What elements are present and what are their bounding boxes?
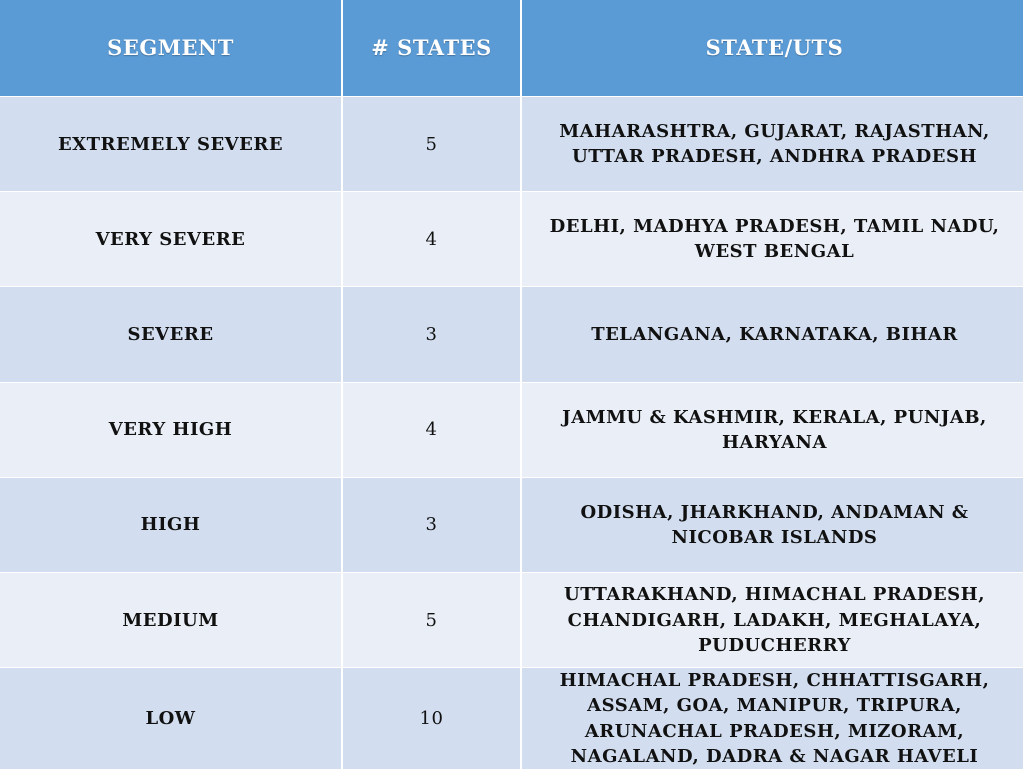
row-3-states: TELANGANA, KARNATAKA, BIHAR (522, 287, 1023, 381)
row-5-segment: HIGH (0, 478, 341, 572)
row-1-segment: EXTREMELY SEVERE (0, 97, 341, 191)
row-2-count: 4 (343, 192, 520, 286)
row-4-count: 4 (343, 383, 520, 477)
header-states: STATE/UTS (522, 0, 1023, 96)
row-6-states: UTTARAKHAND, HIMACHAL PRADESH, CHANDIGARH, LADAKH, MEGHALAYA, PUDUCHERRY (522, 573, 1023, 667)
row-3-count: 3 (343, 287, 520, 381)
header-segment: SEGMENT (0, 0, 341, 96)
row-7-count: 10 (343, 668, 520, 769)
row-5-states: ODISHA, JHARKHAND, ANDAMAN & NICOBAR ISLANDS (522, 478, 1023, 572)
row-4-states: JAMMU & KASHMIR, KERALA, PUNJAB, HARYANA (522, 383, 1023, 477)
row-1-count: 5 (343, 97, 520, 191)
row-1-states: MAHARASHTRA, GUJARAT, RAJASTHAN, UTTAR PRADESH, ANDHRA PRADESH (522, 97, 1023, 191)
row-6-segment: MEDIUM (0, 573, 341, 667)
row-7-states: HIMACHAL PRADESH, CHHATTISGARH, ASSAM, GOA, MANIPUR, TRIPURA, ARUNACHAL PRADESH, MIZORAM, NAGALAND, DADRA & NAGAR HAVELI (522, 668, 1023, 769)
row-7-segment: LOW (0, 668, 341, 769)
row-2-states: DELHI, MADHYA PRADESH, TAMIL NADU, WEST BENGAL (522, 192, 1023, 286)
header-count: # STATES (343, 0, 520, 96)
row-6-count: 5 (343, 573, 520, 667)
row-4-segment: VERY HIGH (0, 383, 341, 477)
row-5-count: 3 (343, 478, 520, 572)
row-2-segment: VERY SEVERE (0, 192, 341, 286)
row-3-segment: SEVERE (0, 287, 341, 381)
